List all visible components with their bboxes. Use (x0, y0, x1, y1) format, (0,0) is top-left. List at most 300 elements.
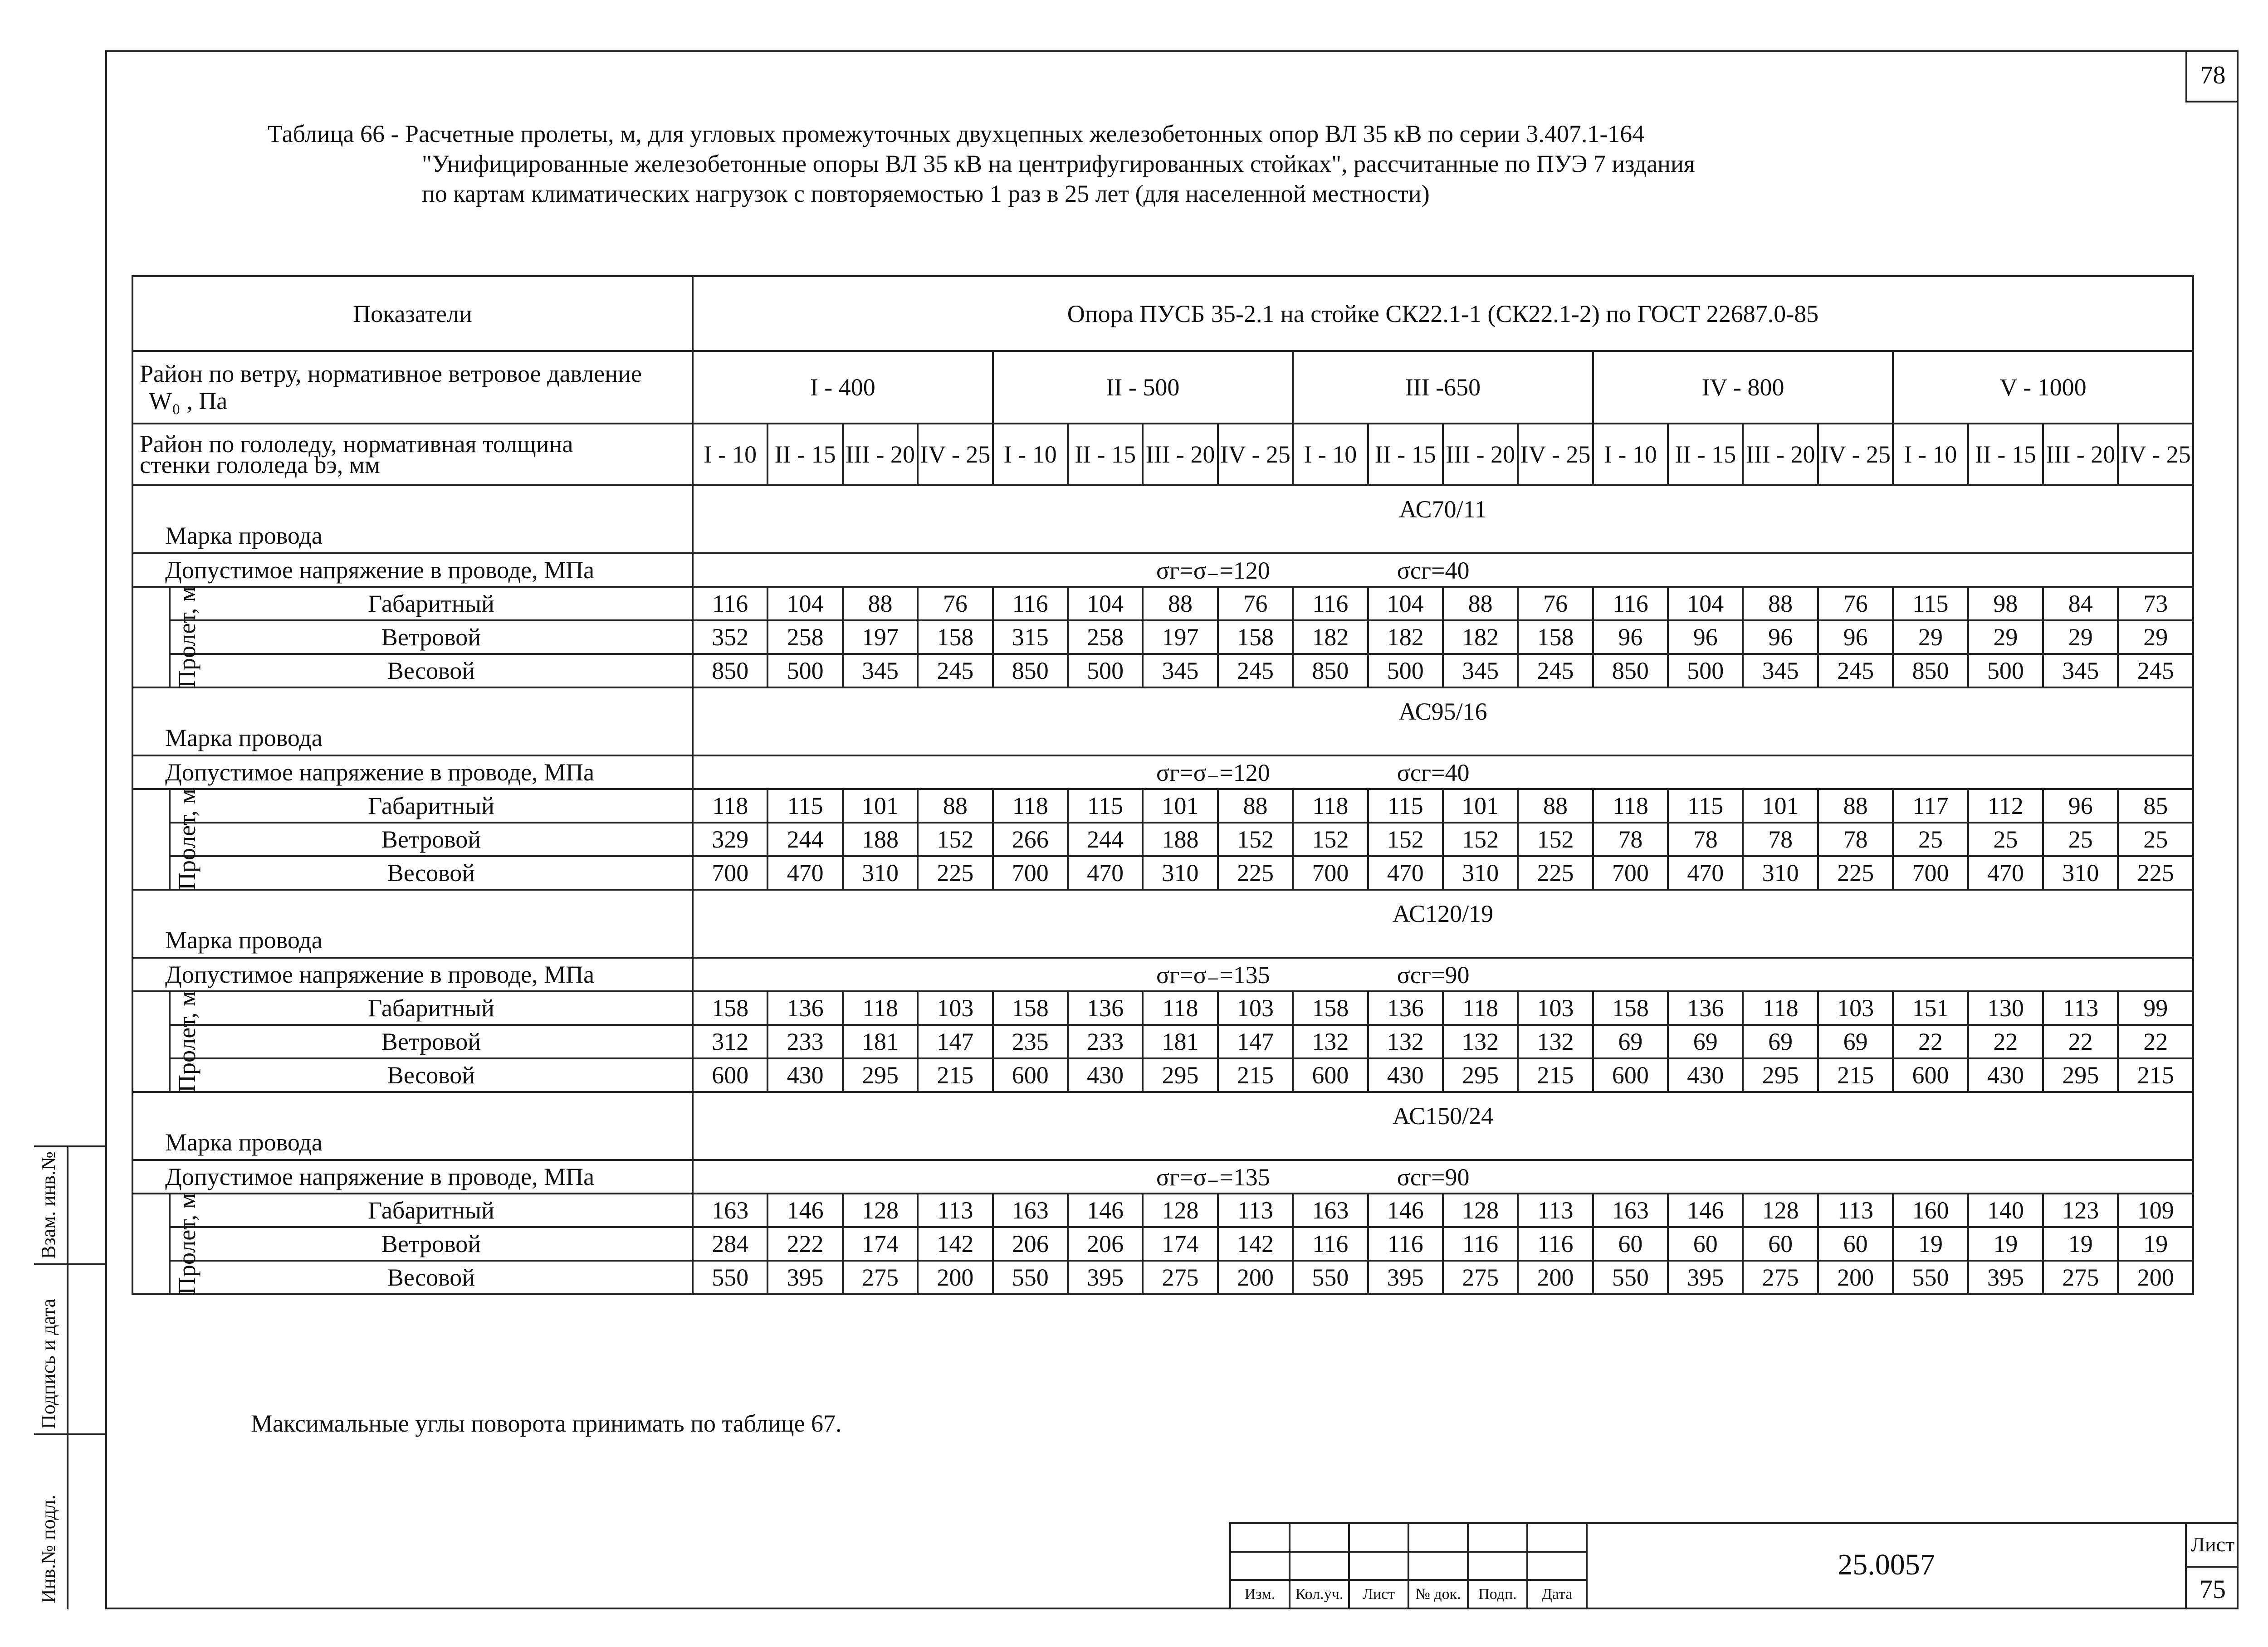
span-value-cell: 96 (1593, 620, 1668, 654)
caption-line-1: Таблица 66 - Расчетные пролеты, м, для угловых промежуточных двухцепных железобетонных опор ВЛ 35 кВ по серии 3.407.1-164 (268, 120, 1645, 147)
span-value-cell: 295 (1743, 1058, 1818, 1092)
span-value-cell: 128 (1743, 1194, 1818, 1227)
stamp-col-izm: Изм. (1230, 1580, 1290, 1608)
span-value-cell: 160 (1893, 1194, 1968, 1227)
strip-label-podpis: Подпись и дата (37, 1298, 59, 1429)
span-value-cell: 550 (1293, 1261, 1368, 1294)
span-value-cell: 29 (1968, 620, 2043, 654)
span-value-cell: 25 (2043, 823, 2118, 856)
span-value-cell: 104 (1068, 587, 1143, 620)
span-value-cell: 158 (1293, 991, 1368, 1025)
span-value-cell: 395 (1668, 1261, 1743, 1294)
span-value-cell: 99 (2118, 991, 2193, 1025)
span-group-label (132, 789, 200, 890)
ice-region-cell: II - 15 (1968, 424, 2043, 485)
span-value-cell: 69 (1818, 1025, 1893, 1058)
sheet-value: 75 (2200, 1574, 2226, 1604)
stress-value-2: σсг=90 (1397, 961, 1470, 989)
span-value-cell: 235 (993, 1025, 1068, 1058)
span-value-cell: 215 (2118, 1058, 2193, 1092)
span-value-cell: 118 (693, 789, 767, 823)
span-value-cell: 215 (1818, 1058, 1893, 1092)
sheet-number-box: 78 (2185, 50, 2239, 102)
span-value-cell: 96 (1743, 620, 1818, 654)
span-value-cell: 69 (1743, 1025, 1818, 1058)
span-value-cell: 470 (1668, 856, 1743, 890)
span-value-cell: 98 (1968, 587, 2043, 620)
span-value-cell: 395 (1368, 1261, 1443, 1294)
span-value-cell: 136 (1368, 991, 1443, 1025)
span-value-cell: 152 (1443, 823, 1518, 856)
span-vertical-label: Пролет, м (173, 991, 200, 1092)
allowed-stress-label: Допустимое напряжение в проводе, МПа (132, 1160, 693, 1194)
span-row-label: Весовой (170, 1261, 693, 1294)
span-value-cell: 29 (2118, 620, 2193, 654)
span-value-cell: 84 (2043, 587, 2118, 620)
span-value-cell: 200 (1518, 1261, 1593, 1294)
span-value-cell: 158 (1593, 991, 1668, 1025)
span-value-cell: 225 (1218, 856, 1293, 890)
ice-region-cell: IV - 25 (1518, 424, 1593, 485)
span-value-cell: 101 (1443, 789, 1518, 823)
stress-value-1: σг=σ₋=120 (1156, 759, 1270, 786)
span-value-cell: 88 (843, 587, 918, 620)
span-value-cell: 88 (1743, 587, 1818, 620)
span-value-cell: 275 (1743, 1261, 1818, 1294)
ice-region-cell: III - 20 (2043, 424, 2118, 485)
span-value-cell: 132 (1443, 1025, 1518, 1058)
span-value-cell: 233 (767, 1025, 842, 1058)
wire-brand-label: Марка провода (132, 890, 693, 958)
span-row-gabarit (132, 587, 2193, 620)
span-row-gabarit (132, 1194, 2193, 1227)
span-row-wind (132, 1025, 2193, 1058)
span-value-cell: 76 (918, 587, 992, 620)
span-value-cell: 158 (993, 991, 1068, 1025)
span-value-cell: 103 (1818, 991, 1893, 1025)
span-value-cell: 295 (2043, 1058, 2118, 1092)
span-value-cell: 275 (843, 1261, 918, 1294)
span-row-gabarit (132, 991, 2193, 1025)
strip-divider (34, 1263, 105, 1265)
span-value-cell: 25 (1968, 823, 2043, 856)
span-value-cell: 244 (767, 823, 842, 856)
span-value-cell: 245 (2118, 654, 2193, 687)
allowed-stress-value (693, 553, 2193, 587)
span-value-cell: 85 (2118, 789, 2193, 823)
span-row-label: Весовой (170, 1058, 693, 1092)
allowed-stress-row (132, 755, 2193, 789)
allowed-stress-row (132, 553, 2193, 587)
span-value-cell: 117 (1893, 789, 1968, 823)
span-value-cell: 295 (1143, 1058, 1217, 1092)
span-row-label: Ветровой (170, 1025, 693, 1058)
allowed-stress-label: Допустимое напряжение в проводе, МПа (132, 755, 693, 789)
span-value-cell: 113 (1218, 1194, 1293, 1227)
strip-label-inv-podl: Инв.№ подл. (37, 1495, 59, 1603)
span-value-cell: 244 (1068, 823, 1143, 856)
stress-value-1: σг=σ₋=120 (1156, 556, 1270, 584)
span-value-cell: 19 (1893, 1227, 1968, 1261)
span-row-weight (132, 1261, 2193, 1294)
span-value-cell: 101 (1143, 789, 1217, 823)
span-value-cell: 132 (1368, 1025, 1443, 1058)
span-value-cell: 109 (2118, 1194, 2193, 1227)
span-value-cell: 600 (1593, 1058, 1668, 1092)
span-value-cell: 118 (993, 789, 1068, 823)
span-value-cell: 103 (1218, 991, 1293, 1025)
span-value-cell: 395 (1968, 1261, 2043, 1294)
allowed-stress-value (693, 755, 2193, 789)
span-vertical-label: Пролет, м (173, 789, 200, 890)
span-value-cell: 500 (1968, 654, 2043, 687)
span-value-cell: 142 (1218, 1227, 1293, 1261)
span-value-cell: 132 (1518, 1025, 1593, 1058)
span-group-label (132, 1193, 200, 1295)
span-value-cell: 118 (1593, 789, 1668, 823)
span-value-cell: 200 (918, 1261, 992, 1294)
ice-region-cell: I - 10 (693, 424, 767, 485)
span-row-wind (132, 620, 2193, 654)
ice-region-cell: III - 20 (1743, 424, 1818, 485)
span-value-cell: 295 (843, 1058, 918, 1092)
span-value-cell: 96 (1818, 620, 1893, 654)
span-value-cell: 163 (693, 1194, 767, 1227)
ice-region-label (132, 424, 693, 485)
wind-region-cell: III -650 (1293, 351, 1593, 424)
span-value-cell: 700 (1593, 856, 1668, 890)
span-value-cell: 245 (918, 654, 992, 687)
span-value-cell: 78 (1818, 823, 1893, 856)
ice-region-cell: IV - 25 (2118, 424, 2193, 485)
span-value-cell: 222 (767, 1227, 842, 1261)
span-value-cell: 116 (1368, 1227, 1443, 1261)
span-value-cell: 88 (1818, 789, 1893, 823)
span-value-cell: 700 (1893, 856, 1968, 890)
span-value-cell: 140 (1968, 1194, 2043, 1227)
wind-label-line-1: Район по ветру, нормативное ветровое давление (140, 360, 642, 387)
span-value-cell: 158 (693, 991, 767, 1025)
strip-vertical-divider (67, 1145, 68, 1609)
span-value-cell: 22 (1968, 1025, 2043, 1058)
span-value-cell: 113 (1518, 1194, 1593, 1227)
span-value-cell: 118 (1293, 789, 1368, 823)
span-row-label: Габаритный (170, 991, 693, 1025)
span-value-cell: 430 (1968, 1058, 2043, 1092)
span-value-cell: 266 (993, 823, 1068, 856)
span-value-cell: 88 (1443, 587, 1518, 620)
stamp-col-ndoc: № док. (1408, 1580, 1468, 1608)
ice-region-cell: IV - 25 (918, 424, 992, 485)
ice-region-cell: III - 20 (1443, 424, 1518, 485)
span-value-cell: 60 (1593, 1227, 1668, 1261)
span-value-cell: 128 (1143, 1194, 1217, 1227)
span-value-cell: 19 (2118, 1227, 2193, 1261)
span-value-cell: 73 (2118, 587, 2193, 620)
wind-region-cell: I - 400 (693, 351, 993, 424)
span-value-cell: 215 (918, 1058, 992, 1092)
left-approval-strip (34, 1145, 105, 1609)
spans-table (132, 275, 2194, 1295)
wind-region-label (132, 351, 693, 424)
span-value-cell: 152 (1368, 823, 1443, 856)
span-value-cell: 275 (1143, 1261, 1217, 1294)
span-value-cell: 118 (1743, 991, 1818, 1025)
ice-region-cell: IV - 25 (1818, 424, 1893, 485)
wire-brand-label: Марка провода (132, 485, 693, 553)
stress-value-1: σг=σ₋=135 (1156, 961, 1270, 989)
span-vertical-label: Пролет, м (173, 586, 200, 688)
stress-value-2: σсг=40 (1397, 759, 1470, 786)
span-value-cell: 113 (1818, 1194, 1893, 1227)
span-row-label: Ветровой (170, 823, 693, 856)
allowed-stress-row (132, 958, 2193, 991)
span-value-cell: 116 (1518, 1227, 1593, 1261)
span-value-cell: 225 (1818, 856, 1893, 890)
span-value-cell: 146 (1668, 1194, 1743, 1227)
wire-brand-row (132, 485, 2193, 553)
span-row-label: Весовой (170, 654, 693, 687)
span-value-cell: 22 (2118, 1025, 2193, 1058)
span-value-cell: 500 (1668, 654, 1743, 687)
wire-brand-label: Марка провода (132, 1092, 693, 1160)
ice-region-cell: III - 20 (843, 424, 918, 485)
span-value-cell: 147 (918, 1025, 992, 1058)
span-value-cell: 345 (843, 654, 918, 687)
span-value-cell: 430 (767, 1058, 842, 1092)
ice-region-cell: I - 10 (1593, 424, 1668, 485)
span-value-cell: 700 (1293, 856, 1368, 890)
span-row-weight (132, 856, 2193, 890)
wire-brand-row (132, 687, 2193, 755)
span-value-cell: 118 (1143, 991, 1217, 1025)
span-row-label: Весовой (170, 856, 693, 890)
span-value-cell: 136 (1668, 991, 1743, 1025)
sheet-label: Лист (2187, 1524, 2239, 1568)
span-value-cell: 163 (1593, 1194, 1668, 1227)
span-value-cell: 310 (1743, 856, 1818, 890)
span-value-cell: 163 (993, 1194, 1068, 1227)
span-value-cell: 116 (1293, 1227, 1368, 1261)
span-value-cell: 128 (843, 1194, 918, 1227)
span-value-cell: 76 (1218, 587, 1293, 620)
span-value-cell: 258 (1068, 620, 1143, 654)
span-value-cell: 142 (918, 1227, 992, 1261)
stress-value-1: σг=σ₋=135 (1156, 1163, 1270, 1191)
span-value-cell: 130 (1968, 991, 2043, 1025)
stamp-col-list: Лист (1349, 1580, 1408, 1608)
span-value-cell: 430 (1668, 1058, 1743, 1092)
span-value-cell: 29 (1893, 620, 1968, 654)
ice-region-cell: II - 15 (1668, 424, 1743, 485)
wire-brand-value: АС70/11 (693, 485, 2193, 553)
span-value-cell: 104 (1368, 587, 1443, 620)
span-value-cell: 158 (1218, 620, 1293, 654)
wire-brand-row (132, 890, 2193, 958)
span-value-cell: 295 (1443, 1058, 1518, 1092)
span-value-cell: 182 (1293, 620, 1368, 654)
span-value-cell: 225 (1518, 856, 1593, 890)
span-value-cell: 60 (1668, 1227, 1743, 1261)
span-value-cell: 850 (1293, 654, 1368, 687)
span-value-cell: 151 (1893, 991, 1968, 1025)
wind-region-row (132, 351, 2193, 424)
span-value-cell: 233 (1068, 1025, 1143, 1058)
strip-divider (34, 1145, 105, 1147)
span-value-cell: 116 (1293, 587, 1368, 620)
span-value-cell: 550 (993, 1261, 1068, 1294)
span-value-cell: 146 (1068, 1194, 1143, 1227)
span-value-cell: 78 (1593, 823, 1668, 856)
span-value-cell: 600 (693, 1058, 767, 1092)
span-value-cell: 60 (1743, 1227, 1818, 1261)
span-value-cell: 96 (1668, 620, 1743, 654)
span-value-cell: 850 (1893, 654, 1968, 687)
span-row-wind (132, 823, 2193, 856)
span-group-label (132, 991, 200, 1092)
span-row-wind (132, 1227, 2193, 1261)
span-value-cell: 700 (693, 856, 767, 890)
span-value-cell: 550 (1593, 1261, 1668, 1294)
span-value-cell: 174 (843, 1227, 918, 1261)
stamp-col-podp: Подп. (1468, 1580, 1527, 1608)
span-value-cell: 19 (2043, 1227, 2118, 1261)
stamp-col-data: Дата (1527, 1580, 1587, 1608)
span-value-cell: 115 (1368, 789, 1443, 823)
span-value-cell: 182 (1443, 620, 1518, 654)
span-value-cell: 850 (993, 654, 1068, 687)
span-value-cell: 147 (1218, 1025, 1293, 1058)
ice-label-line-1: Район по гололеду, нормативная толщина (140, 430, 573, 458)
span-value-cell: 188 (1143, 823, 1217, 856)
span-value-cell: 103 (918, 991, 992, 1025)
span-value-cell: 25 (2118, 823, 2193, 856)
span-value-cell: 395 (767, 1261, 842, 1294)
span-value-cell: 118 (843, 991, 918, 1025)
allowed-stress-row (132, 1160, 2193, 1194)
span-value-cell: 116 (993, 587, 1068, 620)
span-value-cell: 22 (1893, 1025, 1968, 1058)
ice-region-cell: II - 15 (1368, 424, 1443, 485)
wind-region-cell: V - 1000 (1893, 351, 2193, 424)
span-value-cell: 500 (1368, 654, 1443, 687)
span-value-cell: 88 (1218, 789, 1293, 823)
span-value-cell: 345 (1143, 654, 1217, 687)
span-value-cell: 96 (2043, 789, 2118, 823)
span-row-label: Габаритный (170, 1194, 693, 1227)
span-value-cell: 197 (1143, 620, 1217, 654)
span-value-cell: 470 (1368, 856, 1443, 890)
span-value-cell: 182 (1368, 620, 1443, 654)
span-value-cell: 78 (1668, 823, 1743, 856)
wire-brand-row (132, 1092, 2193, 1160)
span-group-label (132, 586, 200, 688)
span-value-cell: 600 (993, 1058, 1068, 1092)
span-row-label: Габаритный (170, 789, 693, 823)
span-value-cell: 470 (767, 856, 842, 890)
span-value-cell: 181 (843, 1025, 918, 1058)
span-value-cell: 158 (1518, 620, 1593, 654)
span-value-cell: 136 (1068, 991, 1143, 1025)
span-value-cell: 225 (918, 856, 992, 890)
title-block (1229, 1522, 2239, 1609)
span-row-weight (132, 654, 2193, 687)
span-value-cell: 113 (918, 1194, 992, 1227)
span-value-cell: 103 (1518, 991, 1593, 1025)
span-value-cell: 329 (693, 823, 767, 856)
span-value-cell: 113 (2043, 991, 2118, 1025)
span-value-cell: 101 (1743, 789, 1818, 823)
span-value-cell: 152 (918, 823, 992, 856)
span-value-cell: 115 (1068, 789, 1143, 823)
span-value-cell: 310 (843, 856, 918, 890)
span-value-cell: 112 (1968, 789, 2043, 823)
span-value-cell: 310 (1443, 856, 1518, 890)
span-value-cell: 225 (2118, 856, 2193, 890)
span-row-label: Габаритный (170, 587, 693, 620)
span-value-cell: 315 (993, 620, 1068, 654)
span-value-cell: 181 (1143, 1025, 1217, 1058)
wind-label-line-2: W₀ , Па (149, 387, 228, 414)
wire-brand-value: АС120/19 (693, 890, 2193, 958)
caption-line-2: "Унифицированные железобетонные опоры ВЛ 35 кВ на центрифугированных стойках", рассчитанные по ПУЭ 7 издания (422, 150, 1695, 177)
span-value-cell: 69 (1668, 1025, 1743, 1058)
span-value-cell: 600 (1893, 1058, 1968, 1092)
ice-region-cell: I - 10 (993, 424, 1068, 485)
stress-value-2: σсг=90 (1397, 1163, 1470, 1191)
span-value-cell: 152 (1293, 823, 1368, 856)
span-value-cell: 275 (2043, 1261, 2118, 1294)
sheet-box (2185, 1522, 2239, 1609)
span-value-cell: 700 (993, 856, 1068, 890)
span-value-cell: 352 (693, 620, 767, 654)
ice-region-cell: II - 15 (767, 424, 842, 485)
span-value-cell: 115 (1893, 587, 1968, 620)
span-value-cell: 345 (2043, 654, 2118, 687)
ice-region-cell: III - 20 (1143, 424, 1217, 485)
span-value-cell: 200 (1218, 1261, 1293, 1294)
wire-brand-value: АС95/16 (693, 687, 2193, 755)
caption-line-3: по картам климатических нагрузок с повторяемостью 1 раз в 25 лет (для населенной местности) (422, 180, 1430, 207)
span-value-cell: 158 (918, 620, 992, 654)
span-value-cell: 200 (1818, 1261, 1893, 1294)
span-value-cell: 118 (1443, 991, 1518, 1025)
span-vertical-label: Пролет, м (173, 1193, 200, 1295)
span-value-cell: 88 (1518, 789, 1593, 823)
span-value-cell: 206 (993, 1227, 1068, 1261)
allowed-stress-value (693, 1160, 2193, 1194)
ice-region-row (132, 424, 2193, 485)
span-value-cell: 174 (1143, 1227, 1217, 1261)
span-value-cell: 284 (693, 1227, 767, 1261)
spans-table-body (132, 276, 2193, 1294)
span-value-cell: 76 (1518, 587, 1593, 620)
span-value-cell: 550 (693, 1261, 767, 1294)
span-value-cell: 430 (1368, 1058, 1443, 1092)
span-value-cell: 115 (1668, 789, 1743, 823)
span-value-cell: 245 (1218, 654, 1293, 687)
span-value-cell: 850 (693, 654, 767, 687)
allowed-stress-value (693, 958, 2193, 991)
span-value-cell: 60 (1818, 1227, 1893, 1261)
span-value-cell: 470 (1068, 856, 1143, 890)
span-value-cell: 345 (1443, 654, 1518, 687)
span-value-cell: 600 (1293, 1058, 1368, 1092)
span-value-cell: 470 (1968, 856, 2043, 890)
span-value-cell: 245 (1518, 654, 1593, 687)
span-value-cell: 136 (767, 991, 842, 1025)
span-value-cell: 146 (1368, 1194, 1443, 1227)
